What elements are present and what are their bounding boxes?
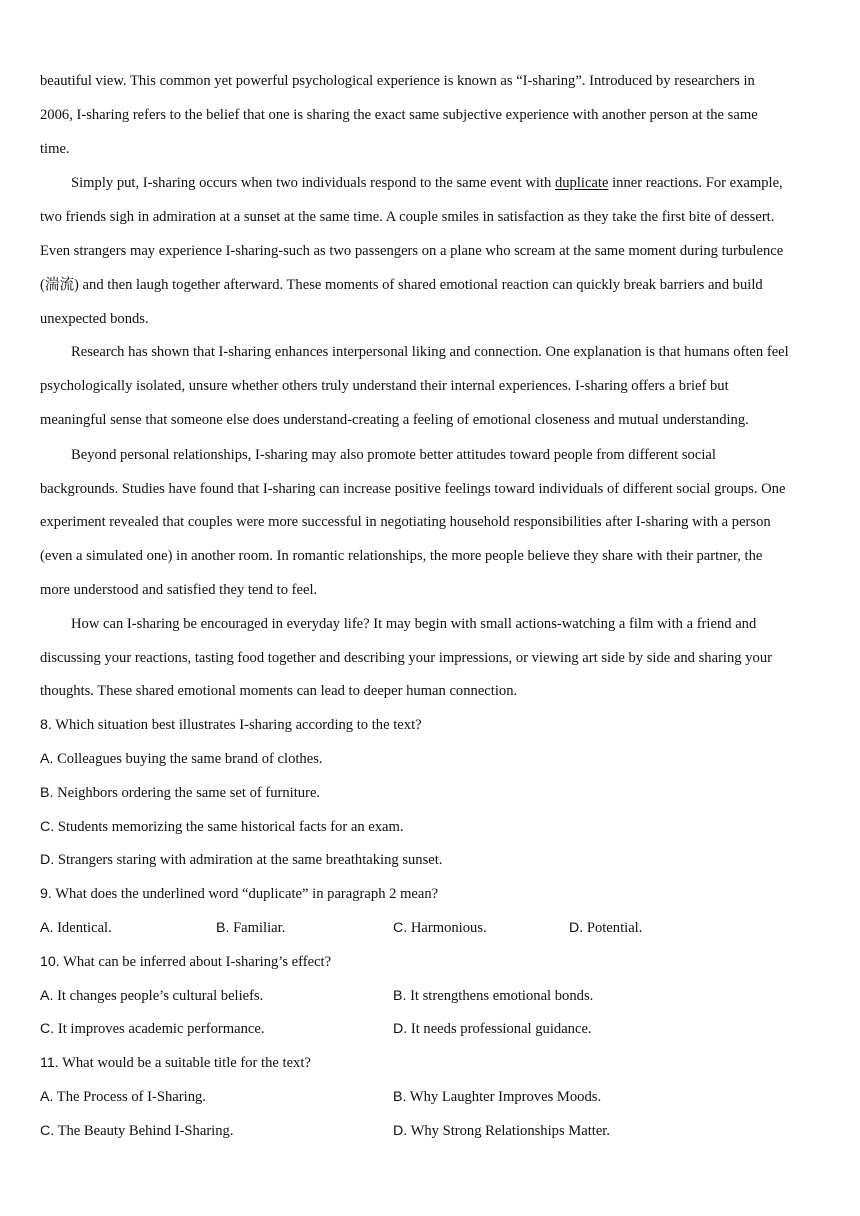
option-text: Neighbors ordering the same set of furniture. (57, 785, 321, 801)
passage-line: time. (40, 141, 70, 157)
passage-line: backgrounds. Studies have found that I-sharing can increase positive feelings toward individuals of different social groups. One (40, 481, 786, 497)
option-label: D. (40, 852, 55, 868)
question-10 (40, 952, 331, 972)
option-9b[interactable] (216, 918, 285, 938)
option-10a[interactable] (40, 986, 263, 1006)
passage-text: inner reactions. For example, (608, 175, 783, 191)
option-label: C. (40, 1021, 55, 1037)
option-label: A. (40, 1089, 54, 1105)
option-11c[interactable] (40, 1121, 233, 1141)
passage-line: beautiful view. This common yet powerful psychological experience is known as “I-sharing”. Introduced by researchers in (40, 73, 755, 89)
question-text: Which situation best illustrates I-sharing according to the text? (55, 717, 422, 733)
option-11d[interactable] (393, 1121, 610, 1141)
question-text: What can be inferred about I-sharing’s effect? (63, 954, 332, 970)
option-8a[interactable] (40, 749, 323, 769)
option-text: Why Laughter Improves Moods. (409, 1089, 602, 1105)
option-text: Familiar. (233, 920, 286, 936)
passage-line: experiment revealed that couples were more successful in negotiating household responsibilities after I-sharing with a person (40, 514, 771, 530)
option-text: The Beauty Behind I-Sharing. (57, 1123, 234, 1139)
option-text: Strangers staring with admiration at the same breathtaking sunset. (57, 852, 443, 868)
option-text: It improves academic performance. (57, 1021, 265, 1037)
question-number: 9. (40, 886, 52, 902)
question-number: 8. (40, 717, 52, 733)
option-label: C. (393, 920, 408, 936)
option-text: Potential. (586, 920, 643, 936)
option-text: Why Strong Relationships Matter. (410, 1123, 611, 1139)
underlined-word: duplicate (554, 175, 609, 191)
passage-line: meaningful sense that someone else does understand-creating a feeling of emotional closeness and mutual understanding. (40, 412, 749, 428)
passage-text: Simply put, I-sharing occurs when two individuals respond to the same event with (71, 175, 555, 191)
option-text: It changes people’s cultural beliefs. (57, 988, 264, 1004)
passage-line: unexpected bonds. (40, 311, 149, 327)
passage-line: Even strangers may experience I-sharing-such as two passengers on a plane who scream at the same moment during turbulence (40, 243, 784, 259)
option-label: D. (393, 1123, 408, 1139)
option-9a[interactable] (40, 918, 112, 938)
passage-line: two friends sigh in admiration at a sunset at the same time. A couple smiles in satisfaction as they take the first bite of dessert. (40, 209, 775, 225)
question-9 (40, 884, 438, 904)
passage-line: (even a simulated one) in another room. In romantic relationships, the more people believe they share with their partner, the (40, 548, 763, 564)
question-text: What would be a suitable title for the text? (62, 1055, 311, 1071)
passage-line (71, 173, 783, 193)
option-label: B. (216, 920, 230, 936)
passage-line: 2006, I-sharing refers to the belief that one is sharing the exact same subjective experience with another person at the same (40, 107, 758, 123)
option-text: Identical. (57, 920, 112, 936)
passage-line: Beyond personal relationships, I-sharing may also promote better attitudes toward people from different social (71, 447, 716, 463)
option-label: A. (40, 920, 54, 936)
option-label: B. (393, 988, 407, 1004)
question-number: 11. (40, 1055, 59, 1071)
option-11b[interactable] (393, 1087, 601, 1107)
question-11 (40, 1053, 311, 1073)
option-label: D. (393, 1021, 408, 1037)
question-text: What does the underlined word “duplicate” in paragraph 2 mean? (55, 886, 439, 902)
option-text: Colleagues buying the same brand of clothes. (57, 751, 323, 767)
option-label: B. (40, 785, 54, 801)
option-label: C. (40, 1123, 55, 1139)
passage-line: psychologically isolated, unsure whether others truly understand their internal experiences. I-sharing offers a brief but (40, 378, 729, 394)
option-9c[interactable] (393, 918, 487, 938)
passage-line: thoughts. These shared emotional moments can lead to deeper human connection. (40, 683, 518, 699)
option-8c[interactable] (40, 817, 404, 837)
passage-line: more understood and satisfied they tend to feel. (40, 582, 318, 598)
option-text: Harmonious. (410, 920, 487, 936)
option-9d[interactable] (569, 918, 642, 938)
option-label: D. (569, 920, 584, 936)
option-label: A. (40, 988, 54, 1004)
option-11a[interactable] (40, 1087, 206, 1107)
question-number: 10. (40, 954, 60, 970)
passage-line: discussing your reactions, tasting food together and describing your impressions, or viewing art side by side and sharing your (40, 650, 772, 666)
passage-line: (湍流) and then laugh together afterward. These moments of shared emotional reaction can quickly break barriers and build (40, 277, 763, 293)
passage-line: How can I-sharing be encouraged in everyday life? It may begin with small actions-watching a film with a friend and (71, 616, 757, 632)
option-label: A. (40, 751, 54, 767)
option-text: Students memorizing the same historical facts for an exam. (57, 819, 404, 835)
passage-line: Research has shown that I-sharing enhances interpersonal liking and connection. One explanation is that humans often feel (71, 344, 789, 360)
option-10b[interactable] (393, 986, 593, 1006)
option-text: It strengthens emotional bonds. (410, 988, 594, 1004)
question-8 (40, 715, 422, 735)
option-label: C. (40, 819, 55, 835)
option-text: It needs professional guidance. (410, 1021, 592, 1037)
option-8b[interactable] (40, 783, 320, 803)
option-10c[interactable] (40, 1019, 265, 1039)
option-text: The Process of I-Sharing. (56, 1089, 206, 1105)
option-label: B. (393, 1089, 407, 1105)
option-8d[interactable] (40, 850, 442, 870)
option-10d[interactable] (393, 1019, 592, 1039)
